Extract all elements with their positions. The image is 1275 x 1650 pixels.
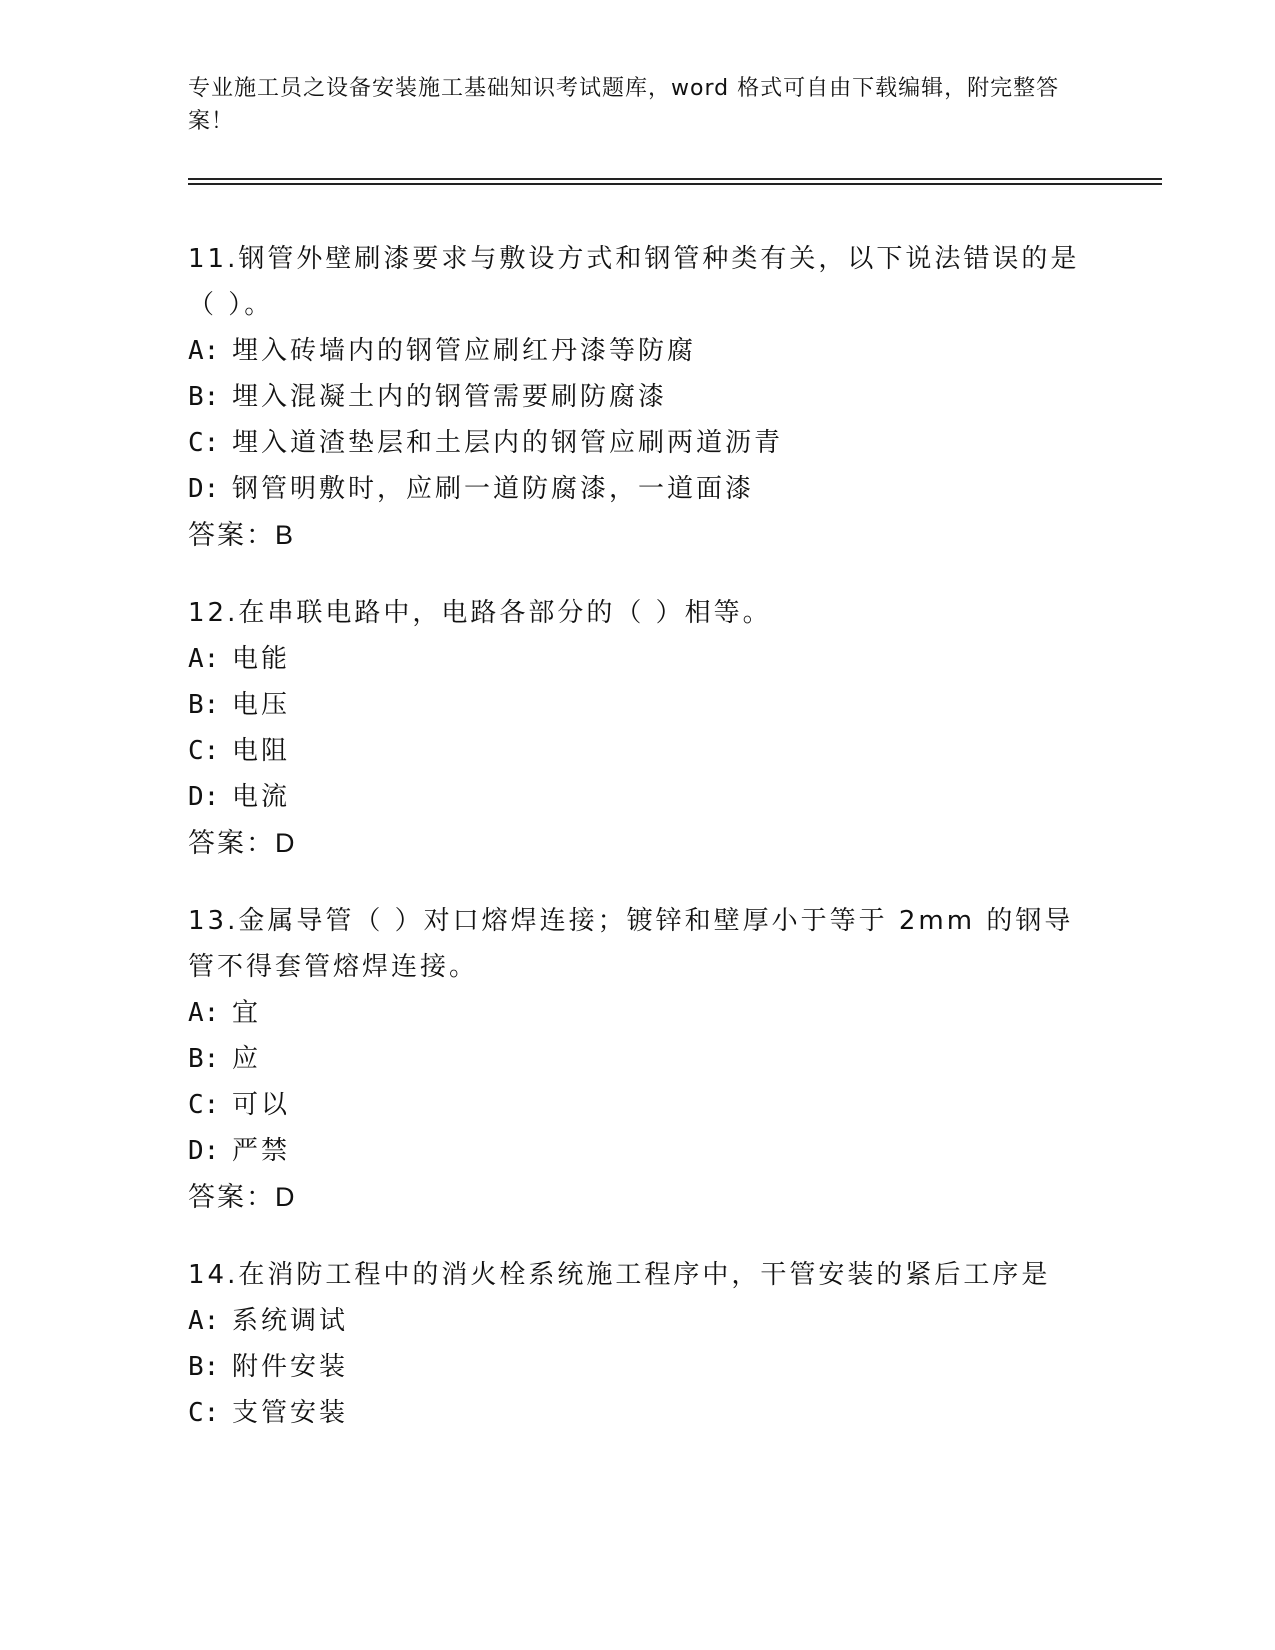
option-text: 应 xyxy=(232,1044,262,1074)
option-key: B: xyxy=(188,1044,220,1074)
option-a xyxy=(188,990,1088,1036)
question-list xyxy=(188,236,1088,1468)
question-text: 11.钢管外壁刷漆要求与敷设方式和钢管种类有关，以下说法错误的是（ ）。 xyxy=(188,244,1080,320)
option-d xyxy=(188,1128,1088,1174)
answer-line: 答案：D xyxy=(188,828,297,858)
option-text: 电流 xyxy=(232,782,291,812)
option-text: 埋入道渣垫层和土层内的钢管应刷两道沥青 xyxy=(232,428,784,458)
option-key: A: xyxy=(188,998,220,1028)
option-key: D: xyxy=(188,782,220,812)
option-b xyxy=(188,374,1088,420)
option-b xyxy=(188,1344,1088,1390)
answer-line: 答案：D xyxy=(188,1182,297,1212)
option-text: 电压 xyxy=(232,690,291,720)
option-a xyxy=(188,328,1088,374)
option-text: 钢管明敷时，应刷一道防腐漆，一道面漆 xyxy=(232,474,755,504)
option-key: C: xyxy=(188,1398,220,1428)
option-c xyxy=(188,420,1088,466)
option-key: A: xyxy=(188,336,220,366)
option-text: 可以 xyxy=(232,1090,291,1120)
option-text: 严禁 xyxy=(232,1136,291,1166)
option-key: D: xyxy=(188,1136,220,1166)
option-key: C: xyxy=(188,736,220,766)
option-text: 支管安装 xyxy=(232,1398,349,1428)
option-c xyxy=(188,728,1088,774)
option-key: A: xyxy=(188,1306,220,1336)
option-d xyxy=(188,466,1088,512)
option-b xyxy=(188,682,1088,728)
option-key: A: xyxy=(188,644,220,674)
option-b xyxy=(188,1036,1088,1082)
option-c xyxy=(188,1390,1088,1436)
question-text: 13.金属导管（ ）对口熔焊连接；镀锌和壁厚小于等于 2mm 的钢导管不得套管熔焊连接。 xyxy=(188,906,1074,982)
option-text: 埋入混凝土内的钢管需要刷防腐漆 xyxy=(232,382,668,412)
option-key: C: xyxy=(188,428,220,458)
option-key: D: xyxy=(188,474,220,504)
option-text: 附件安装 xyxy=(232,1352,349,1382)
option-text: 电能 xyxy=(232,644,291,674)
option-text: 电阻 xyxy=(232,736,291,766)
question-text: 14.在消防工程中的消火栓系统施工程序中，干管安装的紧后工序是 xyxy=(188,1260,1051,1290)
header-divider-bottom xyxy=(188,183,1162,185)
option-text: 系统调试 xyxy=(232,1306,349,1336)
question-14 xyxy=(188,1252,1088,1436)
option-a xyxy=(188,1298,1088,1344)
option-key: C: xyxy=(188,1090,220,1120)
option-text: 宜 xyxy=(232,998,262,1028)
option-c xyxy=(188,1082,1088,1128)
option-key: B: xyxy=(188,1352,220,1382)
option-d xyxy=(188,774,1088,820)
question-13 xyxy=(188,898,1088,1220)
option-key: B: xyxy=(188,690,220,720)
question-12 xyxy=(188,590,1088,866)
option-a xyxy=(188,636,1088,682)
answer-line: 答案：B xyxy=(188,520,296,550)
option-key: B: xyxy=(188,382,220,412)
document-header: 专业施工员之设备安装施工基础知识考试题库，word 格式可自由下载编辑，附完整答案！ xyxy=(188,76,1060,134)
question-11 xyxy=(188,236,1088,558)
option-text: 埋入砖墙内的钢管应刷红丹漆等防腐 xyxy=(232,336,697,366)
header-divider-top xyxy=(188,178,1162,180)
question-text: 12.在串联电路中，电路各部分的（ ）相等。 xyxy=(188,598,772,628)
